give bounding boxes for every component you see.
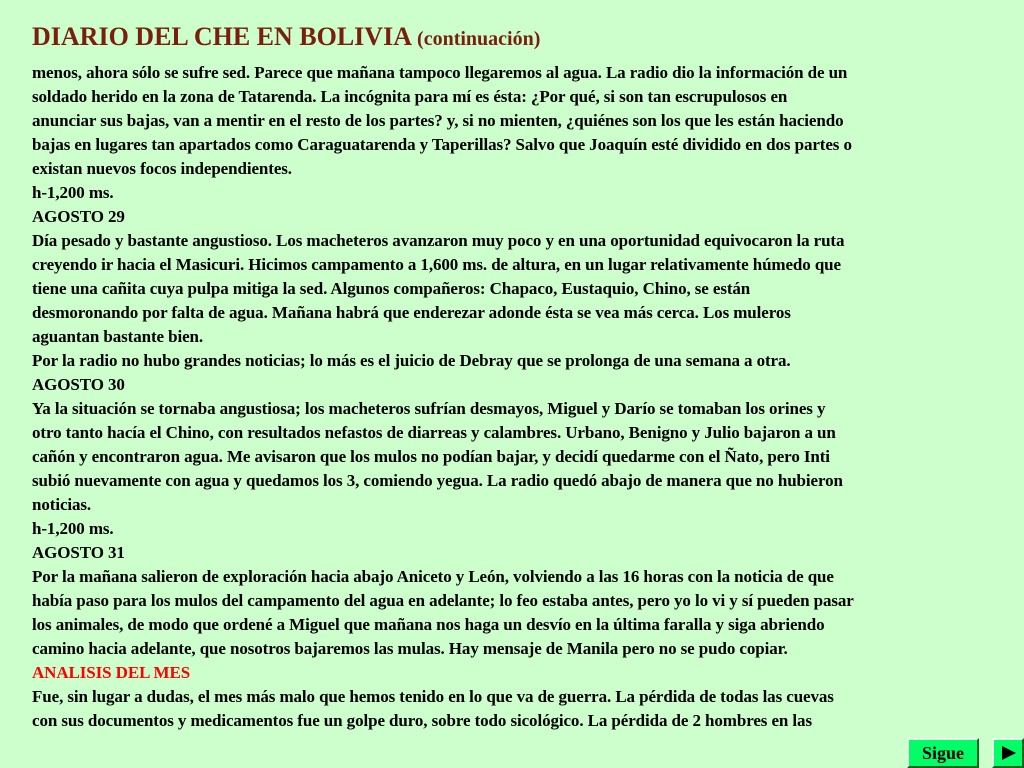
date-heading: AGOSTO 31 — [32, 543, 125, 562]
date-heading: AGOSTO 29 — [32, 207, 125, 226]
text-line: aguantan bastante bien. — [32, 327, 204, 346]
text-line: con sus documentos y medicamentos fue un golpe duro, sobre todo sicológico. La pérdida de 2 hombres en las — [32, 711, 812, 730]
next-arrow-button[interactable] — [992, 738, 1024, 768]
text-line: existan nuevos focos independientes. — [32, 159, 292, 178]
text-line: camino hacia adelante, que nosotros bajaremos las mulas. Hay mensaje de Manila pero no se pudo copiar. — [32, 639, 788, 658]
text-line: noticias. — [32, 495, 92, 514]
text-line: Fue, sin lugar a dudas, el mes más malo que hemos tenido en lo que va de guerra. La pérdida de todas las cuevas — [32, 687, 834, 706]
title-subtitle: (continuación) — [417, 28, 541, 50]
diary-body — [32, 61, 1012, 733]
text-line: había paso para los mulos del campamento del agua en adelante; lo feo estaba antes, pero yo lo vi y sí pueden pasar — [32, 591, 854, 610]
text-line: otro tanto hacía el Chino, con resultados nefastos de diarreas y calambres. Urbano, Benigno y Julio bajaron a un — [32, 423, 836, 442]
text-line: menos, ahora sólo se sufre sed. Parece que mañana tampoco llegaremos al agua. La radio dio la información de un — [32, 63, 848, 82]
text-line: desmoronando por falta de agua. Mañana habrá que enderezar adonde ésta se vea más cerca. Los muleros — [32, 303, 791, 322]
text-line: anunciar sus bajas, van a mentir en el resto de los partes? y, si no mienten, ¿quiénes son los que les están haciendo — [32, 111, 844, 130]
section-heading: ANALISIS DEL MES — [32, 663, 191, 682]
text-line: los animales, de modo que ordené a Miguel que mañana nos haga un desvío en la última faralla y siga abriendo — [32, 615, 825, 634]
altitude-note: h-1,200 ms. — [32, 183, 114, 202]
date-heading: AGOSTO 30 — [32, 375, 125, 394]
next-page-button[interactable]: Sigue — [907, 738, 979, 768]
text-line: Por la mañana salieron de exploración hacia abajo Aniceto y León, volviendo a las 16 horas con la noticia de que — [32, 567, 834, 586]
text-line: tiene una cañita cuya pulpa mitiga la sed. Algunos compañeros: Chapaco, Eustaquio, Chino, se están — [32, 279, 751, 298]
text-line: cañón y encontraron agua. Me avisaron que los mulos no podían bajar, y decidí quedarme con el Ñato, pero Inti — [32, 447, 830, 466]
text-line: subió nuevamente con agua y quedamos los 3, comiendo yegua. La radio quedó abajo de manera que no hubieron — [32, 471, 843, 490]
text-line: Por la radio no hubo grandes noticias; lo más es el juicio de Debray que se prolonga de una semana a otra. — [32, 351, 791, 370]
text-line: soldado herido en la zona de Tatarenda. La incógnita para mí es ésta: ¿Por qué, si son tan escrupulosos en — [32, 87, 788, 106]
title-main: DIARIO DEL CHE EN BOLIVIA — [32, 22, 411, 51]
text-line: Día pesado y bastante angustioso. Los macheteros avanzaron muy poco y en una oportunidad equivocaron la ruta — [32, 231, 845, 250]
arrow-right-icon — [994, 740, 1022, 766]
text-line: creyendo ir hacia el Masicuri. Hicimos campamento a 1,600 ms. de altura, en un lugar relativamente húmedo que — [32, 255, 841, 274]
text-line: bajas en lugares tan apartados como Caraguatarenda y Taperillas? Salvo que Joaquín esté dividido en dos partes o — [32, 135, 852, 154]
page-title — [32, 20, 540, 56]
altitude-note: h-1,200 ms. — [32, 519, 114, 538]
text-line: Ya la situación se tornaba angustiosa; los macheteros sufrían desmayos, Miguel y Darío se tomaban los orines y — [32, 399, 826, 418]
